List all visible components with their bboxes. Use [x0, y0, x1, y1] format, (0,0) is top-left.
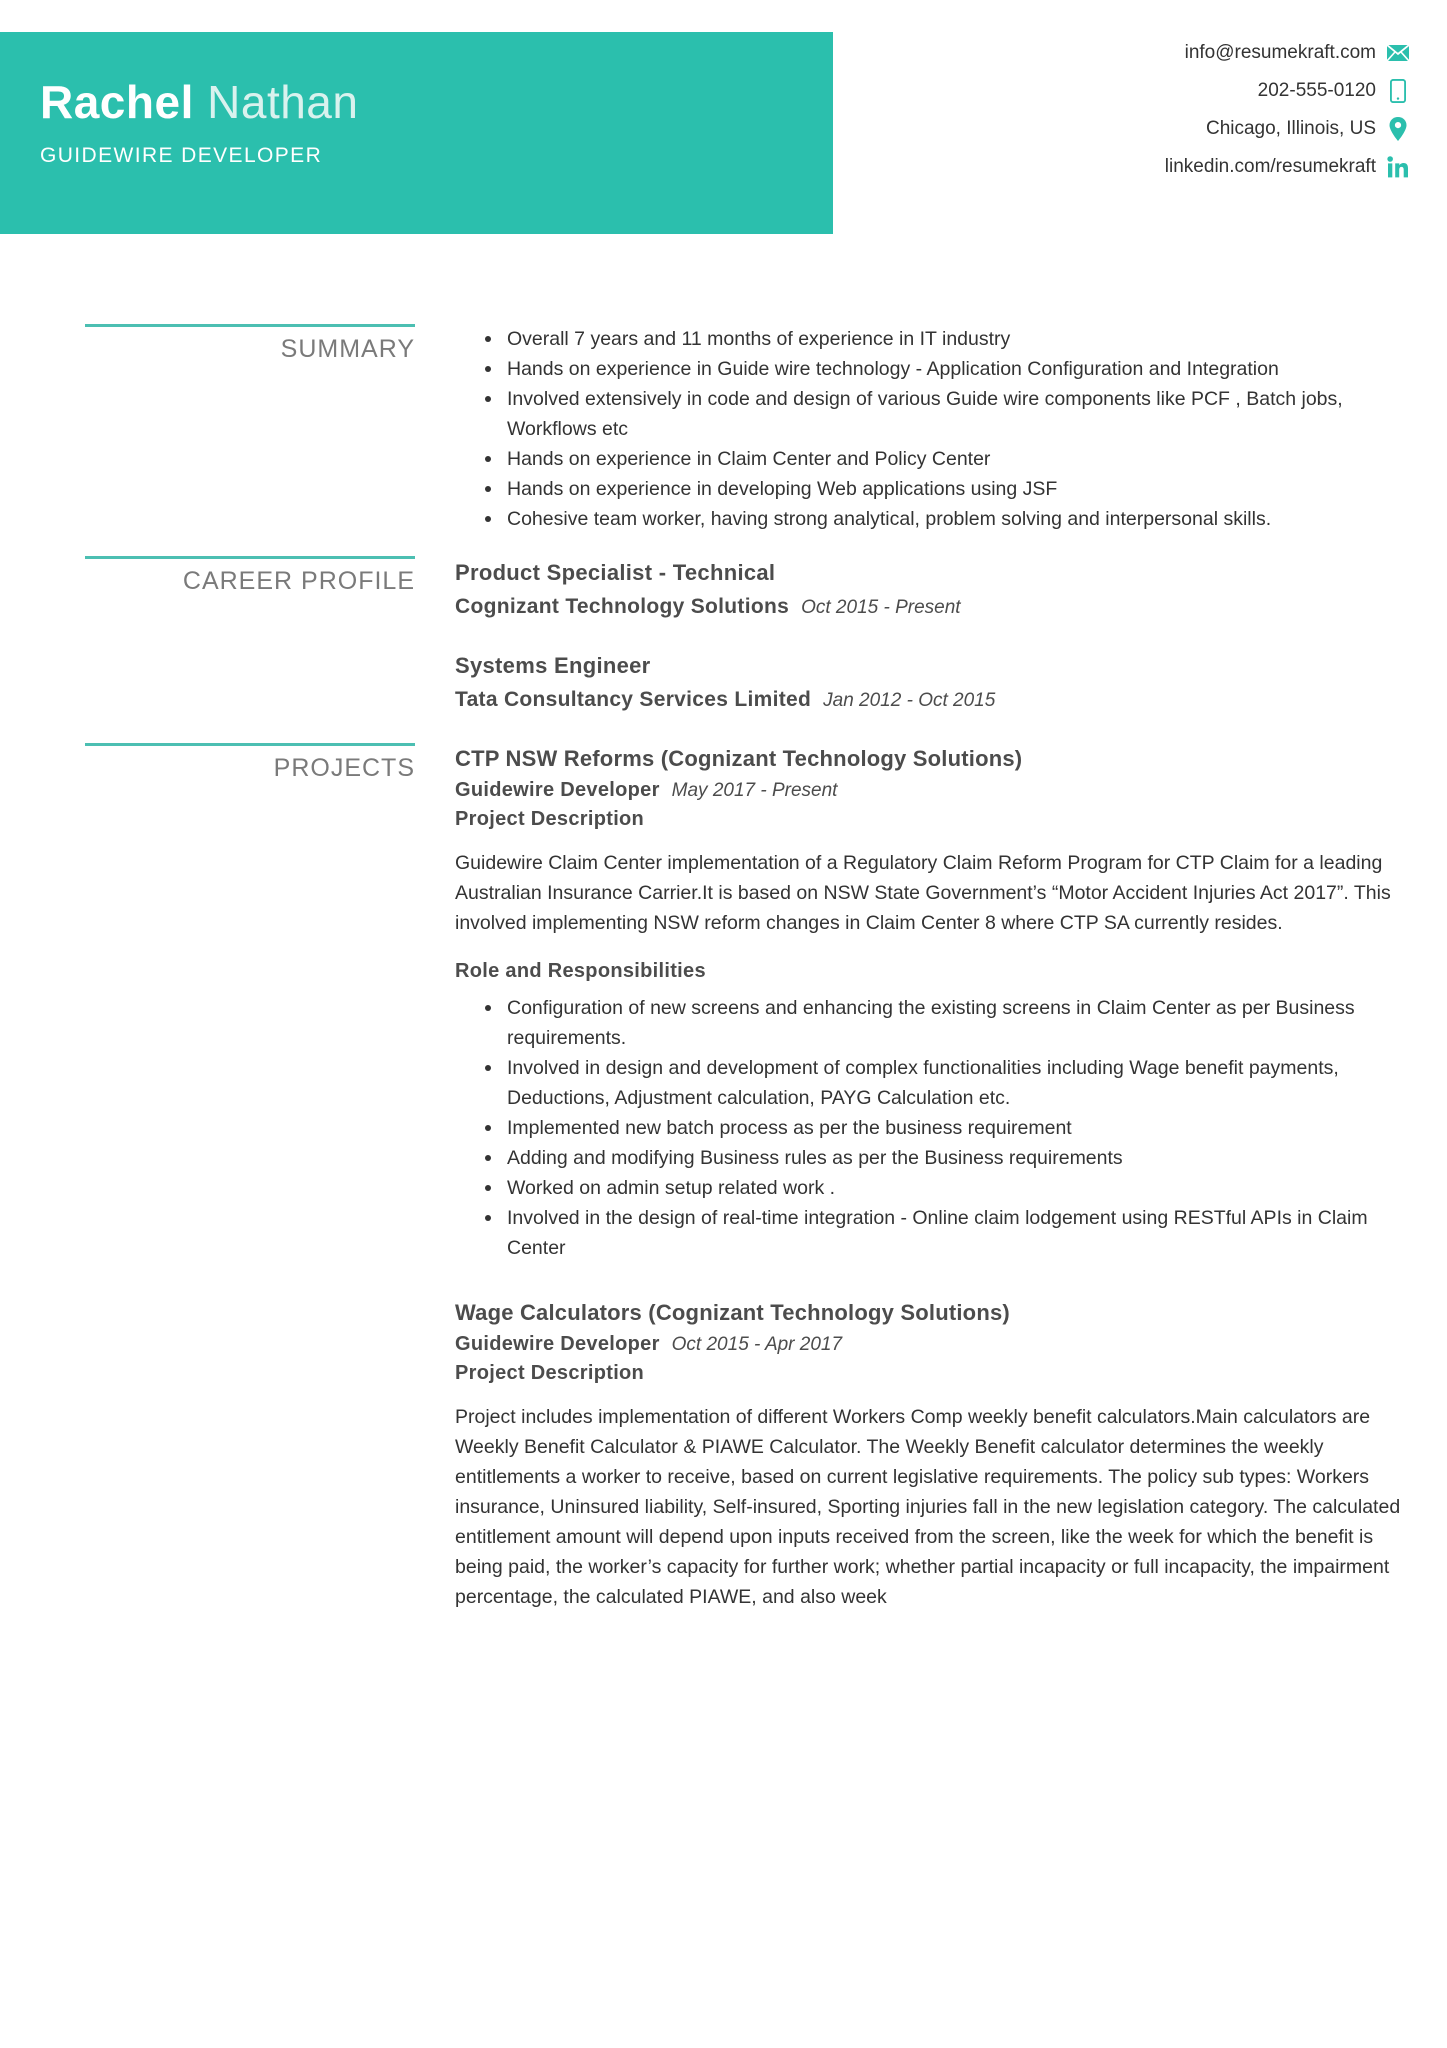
summary-label-column [0, 324, 415, 362]
career-company: Cognizant Technology Solutions [455, 595, 790, 619]
list-item: Configuration of new screens and enhancing the existing screens in Claim Center as per Business requirements. [485, 993, 1407, 1053]
career-label-column [0, 556, 415, 594]
career-entry [455, 556, 1407, 623]
phone-icon [1387, 80, 1409, 102]
project-description-heading: Project Description [455, 1361, 645, 1384]
section-label-career-profile: CAREER PROFILE [182, 567, 415, 596]
section-label-summary: SUMMARY [280, 335, 415, 363]
phone-text: 202-555-0120 [1257, 80, 1376, 101]
contact-row-phone[interactable] [989, 74, 1409, 107]
project-item [455, 743, 1407, 1263]
section-career-profile [0, 556, 1447, 715]
project-role: Guidewire Developer [455, 1332, 660, 1355]
list-item: Overall 7 years and 11 months of experience in IT industry [485, 324, 1407, 354]
list-item: Worked on admin setup related work . [485, 1173, 1407, 1203]
project-description: Guidewire Claim Center implementation of a Regulatory Claim Reform Program for CTP Claim for a leading Australian Insurance Carrier.It is based on NSW State Government’s “Motor Accident Injuries Act 2017”. This involved implementing NSW reform changes in Claim Center 8 where CTP SA currently resides. [455, 851, 1391, 934]
career-entry [455, 649, 1407, 716]
project-role: Guidewire Developer [455, 778, 660, 801]
full-name [40, 78, 800, 126]
section-label-projects: PROJECTS [273, 754, 415, 783]
career-role: Product Specialist - Technical [455, 560, 776, 586]
section-rule [85, 743, 415, 746]
projects-label-column [0, 743, 415, 781]
project-responsibilities-list [455, 993, 1407, 1263]
first-name: Rachel [40, 76, 194, 128]
career-company-line [455, 684, 1407, 716]
project-role-line [455, 1330, 1407, 1359]
name-block [40, 78, 800, 168]
contact-row-linkedin[interactable] [989, 150, 1409, 183]
project-item [455, 1297, 1407, 1612]
project-responsibilities-heading: Role and Responsibilities [455, 960, 706, 982]
list-item: Implemented new batch process as per the business requirement [485, 1113, 1407, 1143]
contact-list [989, 36, 1409, 188]
location-pin-icon [1387, 118, 1409, 140]
summary-content [415, 324, 1447, 534]
email-text: info@resumekraft.com [1184, 42, 1376, 63]
career-company: Tata Consultancy Services Limited [455, 687, 812, 711]
career-role: Systems Engineer [455, 652, 651, 678]
projects-content [415, 743, 1447, 1616]
project-title: CTP NSW Reforms (Cognizant Technology Solutions) [455, 746, 1023, 772]
list-item: Hands on experience in Claim Center and Policy Center [485, 444, 1407, 474]
career-dates: Oct 2015 - Present [801, 597, 961, 619]
location-text: Chicago, Illinois, US [1205, 118, 1376, 139]
project-dates: Oct 2015 - Apr 2017 [671, 1333, 843, 1355]
list-item: Involved in the design of real-time integration - Online claim lodgement using RESTful APIs in Claim Center [485, 1203, 1407, 1263]
project-spacer [455, 1267, 1407, 1297]
project-description-heading: Project Description [455, 807, 645, 830]
career-company-line [455, 591, 1407, 623]
resume-header [0, 0, 1447, 234]
linkedin-text: linkedin.com/resumekraft [1164, 156, 1376, 177]
last-name: Nathan [207, 76, 359, 128]
section-summary [0, 324, 1447, 534]
list-item: Adding and modifying Business rules as per the Business requirements [485, 1143, 1407, 1173]
linkedin-icon [1387, 156, 1409, 178]
project-role-line [455, 776, 1407, 805]
career-dates: Jan 2012 - Oct 2015 [823, 689, 996, 711]
job-title: GUIDEWIRE DEVELOPER [40, 144, 323, 168]
project-description: Project includes implementation of different Workers Comp weekly benefit calculators.Main calculators are Weekly Benefit Calculator & PIAWE Calculator. The Weekly Benefit calculator determines the weekly entitlements a worker to receive, based on current legislative requirements. The policy sub types: Workers insurance, Uninsured liability, Self-insured, Sporting injuries fall in the new legislation category. The calculated entitlement amount will depend upon inputs received from the screen, like the week for which the benefit is being paid, the worker’s capacity for further work; whether partial incapacity or full incapacity, the impairment percentage, the calculated PIAWE, and also week [455, 1405, 1401, 1609]
career-content [415, 556, 1447, 715]
list-item: Cohesive team worker, having strong analytical, problem solving and interpersonal skills. [485, 504, 1407, 534]
contact-row-email[interactable] [989, 36, 1409, 69]
list-item: Involved in design and development of complex functionalities including Wage benefit payments, Deductions, Adjustment calculation, PAYG Calculation etc. [485, 1053, 1407, 1113]
list-item: Involved extensively in code and design of various Guide wire components like PCF , Batch jobs, Workflows etc [485, 384, 1407, 444]
section-projects [0, 743, 1447, 1616]
project-title: Wage Calculators (Cognizant Technology Solutions) [455, 1300, 1010, 1326]
section-rule [85, 556, 415, 559]
project-dates: May 2017 - Present [671, 779, 838, 801]
section-rule [85, 324, 415, 327]
list-item: Hands on experience in developing Web applications using JSF [485, 474, 1407, 504]
list-item: Hands on experience in Guide wire technology - Application Configuration and Integration [485, 354, 1407, 384]
contact-row-location[interactable] [989, 112, 1409, 145]
summary-bullet-list [455, 324, 1407, 534]
email-icon [1387, 42, 1409, 64]
